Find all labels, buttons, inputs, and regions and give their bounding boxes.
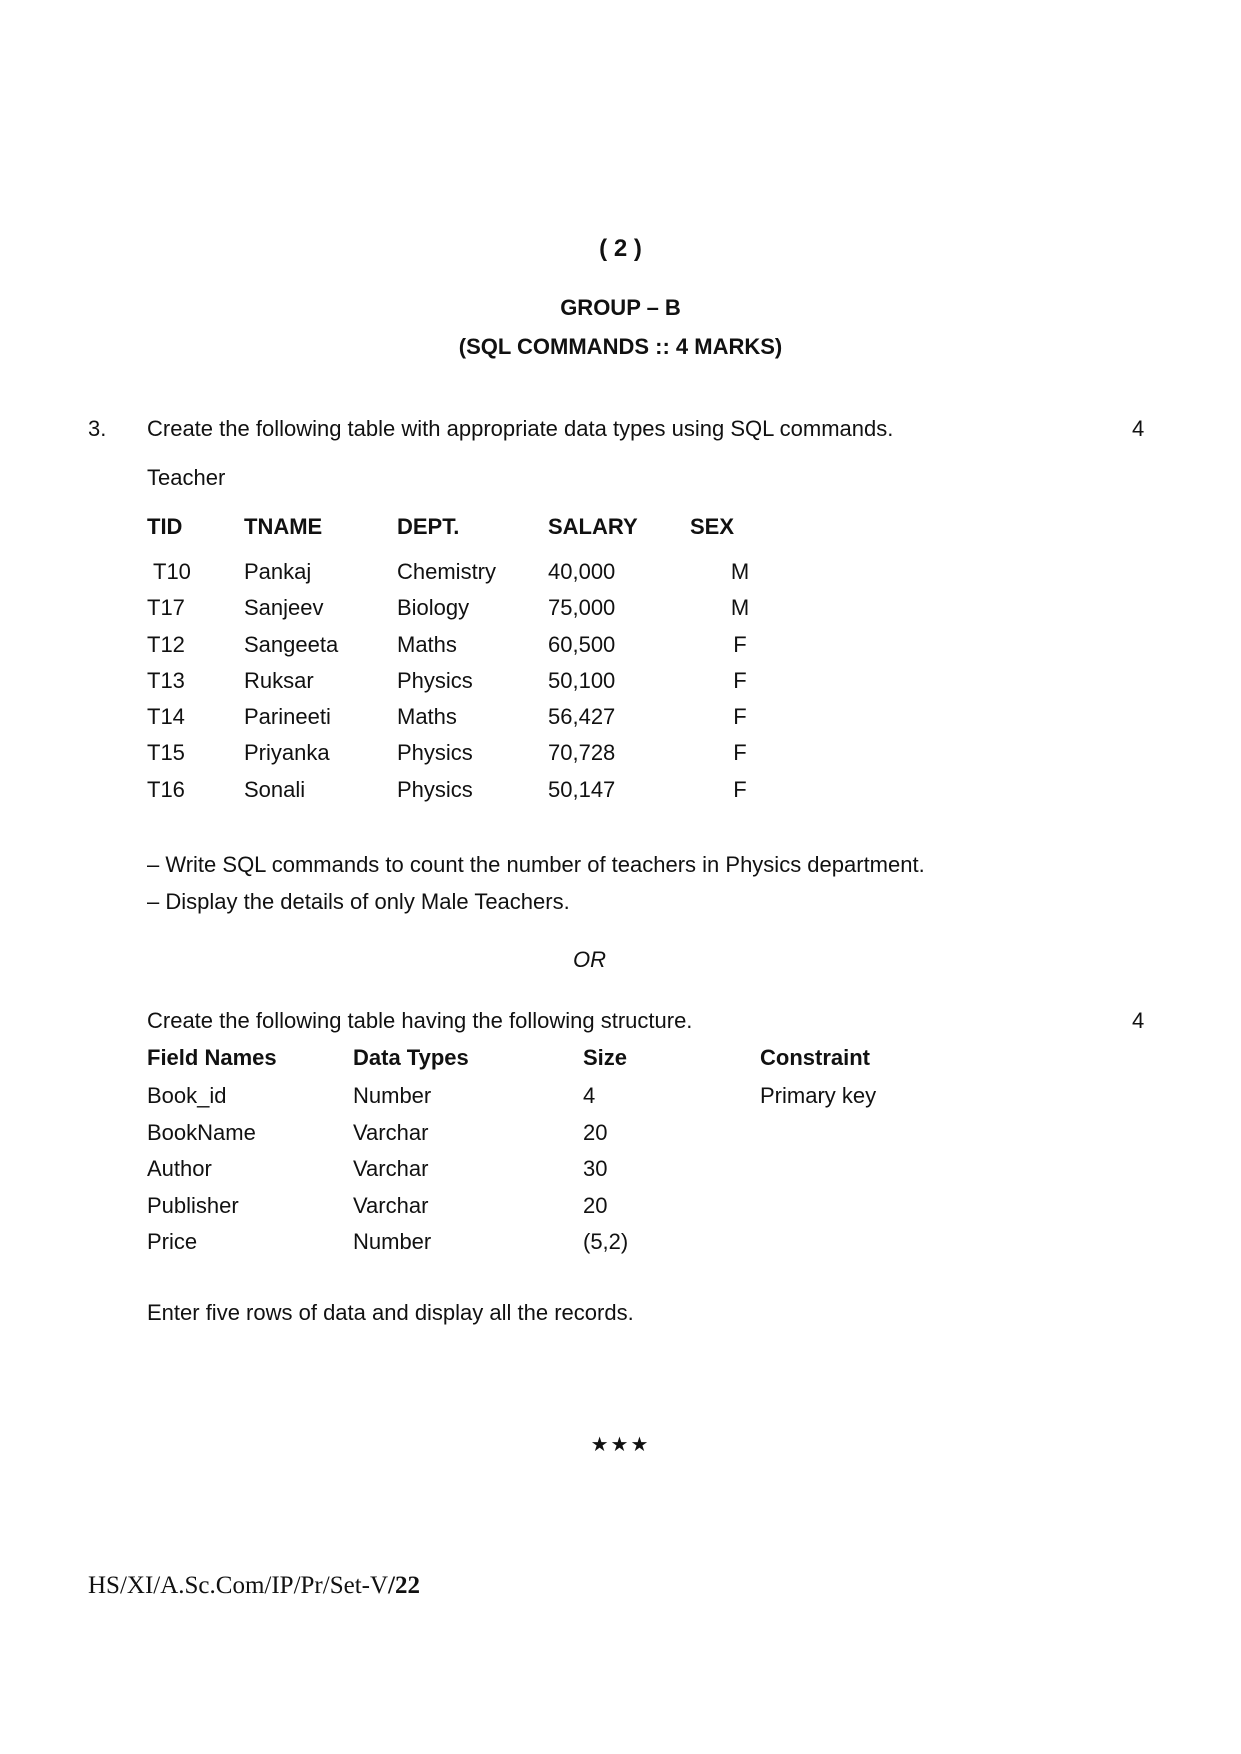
cell-tid: T14 (147, 704, 185, 730)
paper-year: /22 (388, 1572, 420, 1599)
table-row (147, 777, 770, 813)
cell-tid: T15 (147, 740, 185, 766)
table-name: Teacher (147, 465, 226, 490)
cell-sex: F (733, 667, 747, 693)
teacher-table (147, 514, 770, 813)
cell-data-type: Varchar (353, 1119, 429, 1145)
table-row (147, 1193, 960, 1230)
cell-sex: F (733, 776, 747, 802)
cell-dept: Physics (397, 740, 473, 766)
header-dept: DEPT. (397, 514, 460, 539)
cell-salary: 70,728 (548, 740, 616, 766)
table-row (147, 1229, 960, 1266)
cell-tname: Parineeti (244, 704, 331, 730)
cell-size: 4 (583, 1083, 596, 1108)
closing-instruction: Enter five rows of data and display all the records. (147, 1300, 634, 1325)
cell-salary: 60,500 (548, 631, 616, 657)
alternative-question-marks: 4 (1132, 1008, 1145, 1033)
header-tname: TNAME (244, 514, 323, 539)
cell-salary: 50,100 (548, 667, 616, 693)
group-subtitle: (SQL COMMANDS :: 4 MARKS) (458, 334, 783, 359)
cell-tid: T13 (147, 667, 185, 693)
cell-size: (5,2) (583, 1229, 629, 1254)
cell-constraint (760, 1193, 960, 1230)
cell-field-name: Price (147, 1229, 198, 1254)
cell-dept: Physics (397, 776, 473, 802)
cell-size: 20 (583, 1192, 608, 1218)
cell-tid: T10 (153, 559, 191, 584)
cell-tname: Pankaj (244, 559, 312, 584)
cell-constraint: Primary key (760, 1083, 877, 1108)
cell-dept: Biology (397, 595, 470, 621)
cell-tid: T17 (147, 595, 185, 621)
table-row (147, 740, 770, 776)
or-separator: OR (573, 947, 606, 972)
cell-tname: Priyanka (244, 740, 330, 766)
header-data-types: Data Types (353, 1045, 469, 1070)
cell-tid: T16 (147, 776, 185, 802)
cell-tname: Sonali (244, 776, 306, 802)
header-tid: TID (147, 514, 183, 539)
cell-size: 30 (583, 1156, 608, 1181)
cell-constraint (760, 1156, 960, 1193)
table-row (147, 559, 770, 595)
cell-salary: 50,147 (548, 776, 616, 802)
cell-field-name: BookName (147, 1119, 256, 1145)
cell-data-type: Varchar (353, 1156, 429, 1181)
cell-tname: Sangeeta (244, 631, 339, 657)
teacher-table-header-row (147, 514, 770, 559)
header-salary: SALARY (548, 514, 638, 539)
cell-dept: Physics (397, 667, 473, 693)
cell-dept: Chemistry (397, 559, 497, 584)
instruction-1: – Write SQL commands to count the number of teachers in Physics department. (147, 852, 925, 877)
table-row (147, 595, 770, 631)
paper-code-footer (88, 1572, 420, 1600)
cell-constraint (760, 1120, 960, 1157)
cell-dept: Maths (397, 631, 457, 657)
cell-tname: Sanjeev (244, 595, 324, 621)
header-sex: SEX (690, 514, 735, 539)
cell-constraint (760, 1229, 960, 1266)
cell-sex: M (730, 559, 750, 584)
cell-sex: F (733, 704, 747, 730)
instruction-2: – Display the details of only Male Teachers. (147, 889, 570, 914)
structure-table (147, 1045, 960, 1266)
cell-tname: Ruksar (244, 667, 314, 693)
table-row (147, 704, 770, 740)
table-row (147, 1156, 960, 1193)
cell-data-type: Number (353, 1229, 432, 1254)
cell-data-type: Varchar (353, 1192, 429, 1218)
header-field-names: Field Names (147, 1045, 277, 1070)
alternative-question-text: Create the following table having the following structure. (147, 1008, 693, 1033)
table-row (147, 668, 770, 704)
cell-sex: F (733, 631, 747, 657)
cell-field-name: Author (147, 1156, 212, 1181)
cell-size: 20 (583, 1119, 608, 1145)
cell-sex: F (733, 740, 747, 766)
group-title: GROUP – B (560, 295, 681, 320)
page-number: ( 2 ) (599, 235, 642, 262)
cell-salary: 40,000 (548, 559, 616, 584)
header-constraint: Constraint (760, 1045, 870, 1070)
question-text: Create the following table with appropriate data types using SQL commands. (147, 416, 894, 441)
cell-salary: 75,000 (548, 595, 616, 621)
cell-data-type: Number (353, 1083, 432, 1108)
paper-code: HS/XI/A.Sc.Com/IP/Pr/Set-V (88, 1572, 389, 1599)
table-row (147, 1083, 960, 1120)
question-marks: 4 (1132, 416, 1145, 441)
cell-sex: M (730, 595, 750, 621)
cell-salary: 56,427 (548, 704, 616, 730)
cell-field-name: Publisher (147, 1192, 239, 1218)
cell-tid: T12 (147, 631, 185, 657)
table-row (147, 1120, 960, 1157)
cell-field-name: Book_id (147, 1083, 227, 1108)
structure-table-header-row (147, 1045, 960, 1083)
table-row (147, 632, 770, 668)
header-size: Size (583, 1045, 628, 1070)
cell-dept: Maths (397, 704, 457, 730)
end-stars: ★★★ (590, 1434, 651, 1456)
question-number: 3. (88, 416, 107, 441)
